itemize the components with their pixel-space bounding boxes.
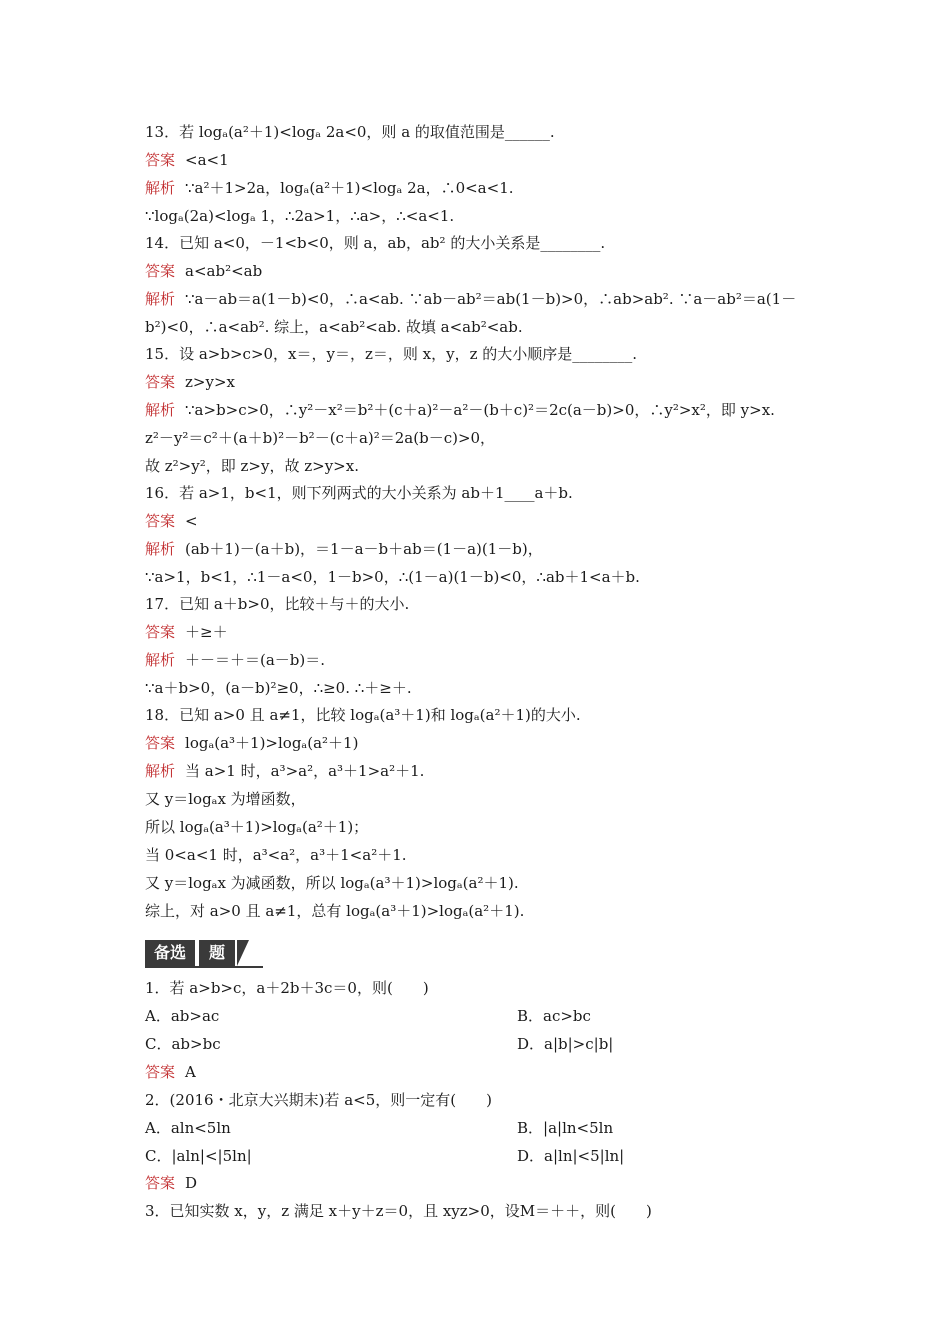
answer-tag: 答案 [145,734,176,752]
q18-analysis-4: 当 0<a<1 时，a³<a²，a³＋1<a²＋1. [145,846,407,864]
banner-part-2: 题 [199,940,235,966]
q14-analysis-2: b²)<0，∴a<ab². 综上，a<ab²<ab. 故填 a<ab²<ab. [145,318,523,336]
q14-answer: 答案 a<ab²<ab [145,262,263,280]
q13-analysis-2: ∵logₐ(2a)<logₐ 1，∴2a>1，∴a>，∴<a<1. [145,207,455,225]
answer-tag: 答案 [145,373,176,391]
q15-stem: 15．设 a>b>c>0，x＝，y＝，z＝，则 x，y，z 的大小顺序是________. [145,345,638,363]
q16-answer: 答案 < [145,512,198,530]
q15-analysis-2: z²－y²＝c²＋(a＋b)²－b²－(c＋a)²＝2a(b－c)>0， [145,429,496,447]
b1-stem: 1．若 a>b>c，a＋2b＋3c＝0，则( ) [145,979,429,997]
b2-option-a: A．aln<5ln [145,1119,231,1137]
q13-stem: 13．若 logₐ(a²＋1)<logₐ 2a<0，则 a 的取值范围是______. [145,123,555,141]
analysis-tag: 解析 [145,179,176,197]
q18-analysis-5: 又 y＝logₐx 为减函数，所以 logₐ(a³＋1)>logₐ(a²＋1). [145,874,519,892]
answer-tag: 答案 [145,151,176,169]
b1-option-a: A．ab>ac [145,1007,220,1025]
q16-stem: 16．若 a>1，b<1，则下列两式的大小关系为 ab＋1____a＋b. [145,484,573,502]
q17-answer: 答案 ＋≥＋ [145,623,228,641]
q15-answer: 答案 z>y>x [145,373,235,391]
banner-slant [237,940,249,966]
analysis-tag: 解析 [145,401,176,419]
answer-tag: 答案 [145,512,176,530]
b1-answer: 答案 A [145,1063,196,1081]
banner-underline [145,966,263,968]
banner-part-1: 备选 [145,940,195,966]
q18-answer: 答案 logₐ(a³＋1)>logₐ(a²＋1) [145,734,359,752]
q17-stem: 17．已知 a＋b>0，比较＋与＋的大小. [145,595,410,613]
b1-option-c: C．ab>bc [145,1035,221,1053]
answer-tag: 答案 [145,1174,176,1192]
answer-tag: 答案 [145,1063,176,1081]
q14-analysis-1: 解析 ∵a－ab＝a(1－b)<0，∴a<ab. ∵ab－ab²＝ab(1－b)>0，∴ab>ab². ∵a－ab²＝a(1－ [145,290,797,308]
q17-analysis-1: 解析 ＋－＝＋＝(a－b)＝. [145,651,326,669]
b2-stem: 2．(2016・北京大兴期末)若 a<5，则一定有( ) [145,1091,492,1109]
b2-answer: 答案 D [145,1174,198,1192]
analysis-tag: 解析 [145,651,176,669]
q18-analysis-2: 又 y＝logₐx 为增函数， [145,790,306,808]
b3-stem: 3．已知实数 x，y，z 满足 x＋y＋z＝0，且 xyz>0，设M＝＋＋，则( ) [145,1202,652,1220]
b2-option-b: B．|a|ln<5ln [517,1119,614,1137]
analysis-tag: 解析 [145,762,176,780]
b1-option-b: B．ac>bc [517,1007,591,1025]
q18-analysis-6: 综上，对 a>0 且 a≠1，总有 logₐ(a³＋1)>logₐ(a²＋1). [145,902,525,920]
q18-analysis-3: 所以 logₐ(a³＋1)>logₐ(a²＋1)； [145,818,369,836]
q17-analysis-2: ∵a＋b>0，(a－b)²≥0，∴≥0. ∴＋≥＋. [145,679,412,697]
b2-option-c: C．|aln|<|5ln| [145,1147,252,1165]
analysis-tag: 解析 [145,290,176,308]
q18-stem: 18．已知 a>0 且 a≠1，比较 logₐ(a³＋1)和 logₐ(a²＋1)的大小. [145,706,581,724]
backup-questions-banner [145,940,265,968]
q15-analysis-3: 故 z²>y²，即 z>y，故 z>y>x. [145,457,359,475]
answer-tag: 答案 [145,262,176,280]
q13-answer: 答案 <a<1 [145,151,229,169]
q15-analysis-1: 解析 ∵a>b>c>0，∴y²－x²＝b²＋(c＋a)²－a²－(b＋c)²＝2c(a－b)>0，∴y²>x²，即 y>x. [145,401,775,419]
analysis-tag: 解析 [145,540,176,558]
q16-analysis-1: 解析 (ab＋1)－(a＋b)，＝1－a－b＋ab＝(1－a)(1－b)， [145,540,543,558]
answer-tag: 答案 [145,623,176,641]
q14-stem: 14．已知 a<0，－1<b<0，则 a，ab，ab² 的大小关系是________. [145,234,606,252]
b1-option-d: D．a|b|>c|b| [517,1035,614,1053]
q16-analysis-2: ∵a>1，b<1，∴1－a<0，1－b>0，∴(1－a)(1－b)<0，∴ab＋1<a＋b. [145,568,640,586]
q18-analysis-1: 解析 当 a>1 时，a³>a²，a³＋1>a²＋1. [145,762,425,780]
q13-analysis-1: 解析 ∵a²＋1>2a，logₐ(a²＋1)<logₐ 2a，∴0<a<1. [145,179,514,197]
b2-option-d: D．a|ln|<5|ln| [517,1147,625,1165]
